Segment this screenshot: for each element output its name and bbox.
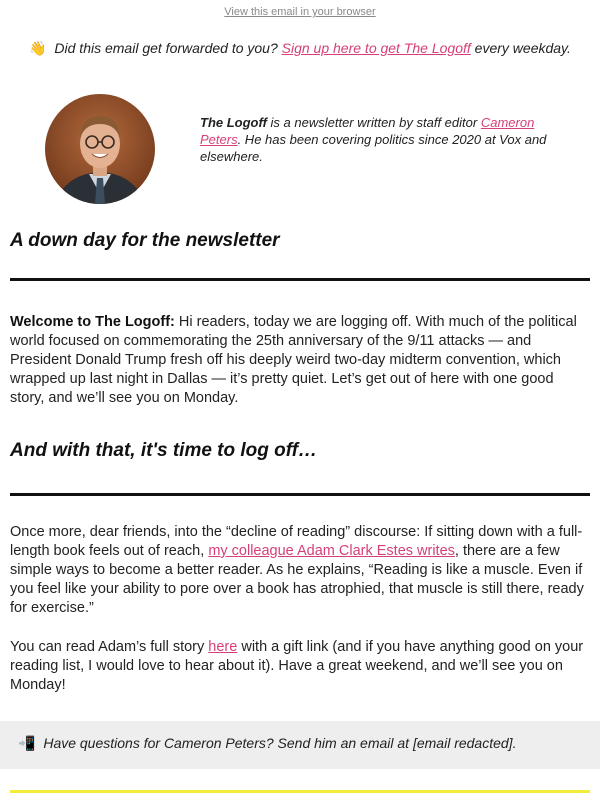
author-bio: [200, 114, 570, 165]
welcome-paragraph: [10, 313, 590, 408]
section-divider-2: [10, 493, 590, 496]
questions-box: [0, 721, 600, 769]
newsletter-name: The Logoff: [200, 115, 267, 130]
story-p1-text-2: , there are a few simple ways to become a better reader. As he explains, “Reading is like a muscle. Even if you feel like your ability to pore over a book has atrophied, that muscle is still there, ready for exercise.”: [10, 543, 584, 616]
bio-text-2: . He has been covering politics since 2020 at Vox and elsewhere.: [200, 132, 547, 164]
view-in-browser-link[interactable]: View this email in your browser: [224, 6, 376, 18]
colleague-article-link[interactable]: my colleague Adam Clark Estes writes: [208, 543, 455, 559]
story-p2-text-1: You can read Adam’s full story: [10, 639, 205, 655]
full-story-link[interactable]: here: [208, 639, 238, 655]
questions-text: Have questions for Cameron Peters? Send him an email at [email redacted].: [43, 735, 517, 751]
section-title-2: And with that, it's time to log off…: [10, 440, 318, 461]
story-p1-text-1: Once more, dear friends, into the “decline of reading” discourse: If sitting down with a full-length book feels out of reach,: [10, 524, 583, 559]
forward-suffix: every weekday.: [474, 40, 571, 56]
author-avatar: [45, 94, 155, 204]
author-link[interactable]: Cameron Peters: [200, 115, 535, 147]
bio-text-1: is a newsletter written by staff editor: [270, 115, 478, 130]
mobile-phone-icon: 📲: [18, 735, 36, 751]
forward-prefix: Did this email get forwarded to you?: [54, 40, 278, 56]
forward-notice: [0, 40, 600, 57]
signup-link[interactable]: Sign up here to get The Logoff: [281, 40, 471, 56]
yellow-divider: [10, 790, 590, 793]
story-paragraph-1: [10, 523, 590, 618]
story-p2-text-2: with a gift link (and if you have anything good on your reading list, I would love to hear about it). Have a great weekend, and we’ll see you on Monday!: [10, 639, 584, 693]
story-paragraph-2: [10, 638, 590, 695]
welcome-body: Hi readers, today we are logging off. With much of the political world focused on commemorating the 25th anniversary of the 9/11 attacks — and President Donald Trump fresh off his deeply weird two-day midterm convention, which wrapped up last night in Dallas — it’s pretty quiet. Let’s get out of here with one good story, and we’ll see you on Monday.: [10, 314, 577, 406]
welcome-lead: Welcome to The Logoff:: [10, 314, 175, 330]
section-divider-1: [10, 278, 590, 281]
section-title-1: A down day for the newsletter: [10, 230, 280, 251]
waving-hand-icon: 👋: [29, 40, 47, 56]
